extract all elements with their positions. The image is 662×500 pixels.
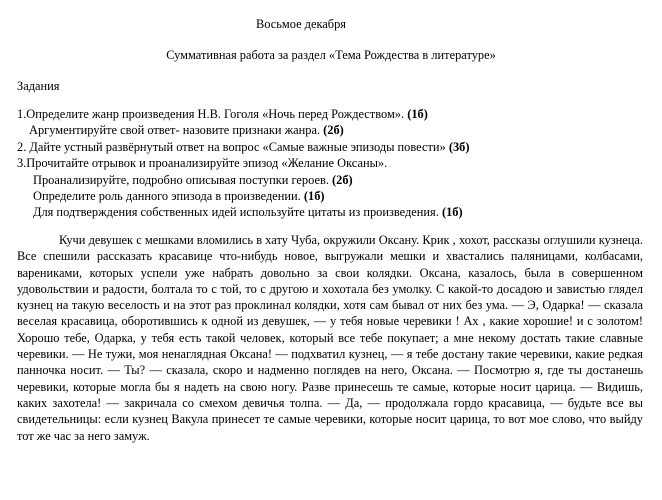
task-text: Проанализируйте, подробно описывая поступки героев.: [33, 172, 333, 187]
task-item: [17, 188, 647, 204]
task-text: 3.Прочитайте отрывок и проанализируйте эпизод «Желание Оксаны».: [17, 156, 388, 171]
task-text: Аргументируйте свой ответ- назовите признаки жанра.: [29, 123, 324, 138]
task-score: (2б): [323, 123, 344, 138]
task-list: [17, 106, 647, 221]
document-date: Восьмое декабря: [255, 17, 347, 31]
task-item: [17, 106, 647, 122]
tasks-heading: Задания: [17, 79, 60, 93]
task-item: [17, 155, 647, 171]
task-score: (1б): [407, 107, 428, 121]
document-title: Суммативная работа за раздел «Тема Рождества в литературе»: [166, 48, 496, 62]
task-text: 1.Определите жанр произведения Н.В. Гоголя «Ночь перед Рождеством».: [17, 107, 408, 121]
task-score: (1б): [303, 188, 325, 203]
task-text: 2. Дайте устный развёрнутый ответ на вопрос «Самые важные эпизоды повести»: [17, 139, 449, 154]
text-passage: Кучи девушек с мешками вломились в хату Чуба, окружили Оксану. Крик , хохот, рассказы оглушили кузнеца. Все спешили рассказать красавице что-нибудь новое, выгружали мешки и хвастались паляницами, колбасами, варениками, которых успели уже набрать довольно за свои колядки. Оксана, казалось, была в совершенном удовольствии и радости, болтала то с той, то с другою и хохотала без умолку. С какой-то досадою и завистью глядел кузнец на такую веселость и на этот раз проклинал колядки, хотя сам бывал от них без ума. — Э, Одарка! — сказала веселая красавица, оборотившись к одной из девушек, — у тебя новые черевики ! Ах , какие хорошие! и с золотом! Хорошо тебе, Одарка, у тебя есть такой человек, который все тебе покупает; а мне некому достать такие славные черевики. — Не тужи, моя ненаглядная Оксана! — подхватил кузнец, — я тебе достану такие черевики, какие редкая панночка носит. — Ты? — сказала, скоро и надменно поглядев на него, Оксана. — Посмотрю я, где ты достанешь черевики, которые могла бы я надеть на свою ногу. Разве принесешь те самые, которые носит царица. — Видишь, каких захотела! — закричала со смехом девичья толпа. — Да, — продолжала гордо красавица, — будьте все вы свидетельницы: если кузнец Вакула принесет те самые черевики, которые носит царица, то вот мое слово, что выйду тот же час за него замуж.: [17, 233, 643, 443]
task-item: [17, 172, 647, 188]
task-text: Определите роль данного эпизода в произведении.: [33, 188, 304, 203]
task-item: [17, 122, 647, 138]
task-item: [17, 204, 647, 220]
task-item: [17, 139, 647, 155]
task-score: (1б): [441, 205, 463, 220]
task-score: (2б): [332, 172, 353, 187]
task-score: (3б): [448, 139, 470, 154]
task-text: Для подтверждения собственных идей используйте цитаты из произведения.: [33, 205, 442, 220]
